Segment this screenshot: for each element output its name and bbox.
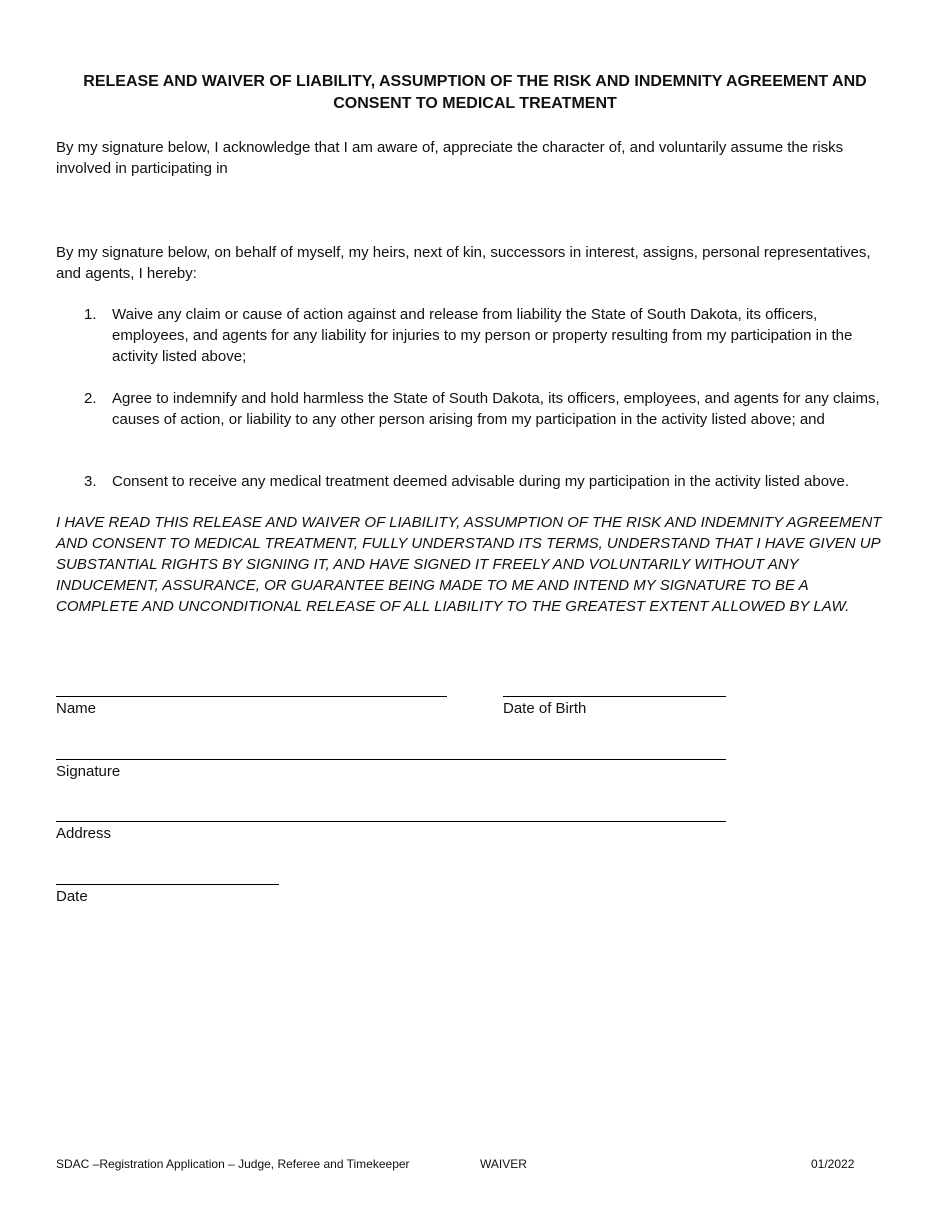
list-item-text: Agree to indemnify and hold harmless the State of South Dakota, its officers, employees, and agents for any claims, causes of action, or liability to any other person arising from my participation in the activity listed above; and — [112, 390, 880, 428]
acknowledgment-statement: I HAVE READ THIS RELEASE AND WAIVER OF LIABILITY, ASSUMPTION OF THE RISK AND INDEMNITY AGREEMENT AND CONSENT TO MEDICAL TREATMENT, FULLY UNDERSTAND ITS TERMS, UNDERSTAND THAT I HAVE GIVEN UP SUBSTANTIAL RIGHTS BY SIGNING IT, AND HAVE SIGNED IT FREELY AND VOLUNTARILY WITHOUT ANY INDUCEMENT, ASSURANCE, OR GUARANTEE BEING MADE TO ME AND INTEND MY SIGNATURE TO BE A COMPLETE AND UNCONDITIONAL RELEASE OF ALL LIABILITY TO THE GREATEST EXTENT ALLOWED BY LAW. — [56, 514, 882, 615]
list-item-number: 1. — [84, 306, 97, 323]
date-of-birth-input-line[interactable] — [503, 696, 726, 697]
list-item-text: Consent to receive any medical treatment deemed advisable during my participation in the activity listed above. — [112, 473, 850, 490]
date-input-line[interactable] — [56, 884, 279, 885]
address-label: Address — [56, 825, 112, 842]
name-label: Name — [56, 700, 97, 717]
footer-section-name: WAIVER — [480, 1157, 527, 1171]
footer-revision-date: 01/2022 — [811, 1157, 855, 1171]
date-label: Date — [56, 888, 88, 905]
date-field — [56, 884, 279, 907]
address-input-line[interactable] — [56, 821, 726, 822]
signature-input-line[interactable] — [56, 759, 726, 760]
address-field — [56, 821, 726, 844]
intro-paragraph-risks: By my signature below, I acknowledge that I am aware of, appreciate the character of, and voluntarily assume the risks involved in participating in — [56, 139, 844, 177]
name-input-line[interactable] — [56, 696, 447, 697]
list-item-number: 2. — [84, 390, 97, 407]
signature-label: Signature — [56, 763, 121, 780]
signature-field — [56, 759, 726, 782]
document-title: RELEASE AND WAIVER OF LIABILITY, ASSUMPTION OF THE RISK AND INDEMNITY AGREEMENT AND CONSENT TO MEDICAL TREATMENT — [83, 73, 867, 112]
footer-form-title: SDAC –Registration Application – Judge, Referee and Timekeeper — [56, 1157, 410, 1171]
date-of-birth-field — [503, 696, 726, 719]
intro-paragraph-hereby: By my signature below, on behalf of myself, my heirs, next of kin, successors in interest, assigns, personal representatives, and agents, I hereby: — [56, 244, 871, 282]
list-item-text: Waive any claim or cause of action against and release from liability the State of South Dakota, its officers, employees, and agents for any liability for injuries to my person or property resulting from my participation in the activity listed above; — [112, 306, 853, 365]
date-of-birth-label: Date of Birth — [503, 700, 587, 717]
list-item-number: 3. — [84, 473, 97, 490]
name-field — [56, 696, 447, 719]
